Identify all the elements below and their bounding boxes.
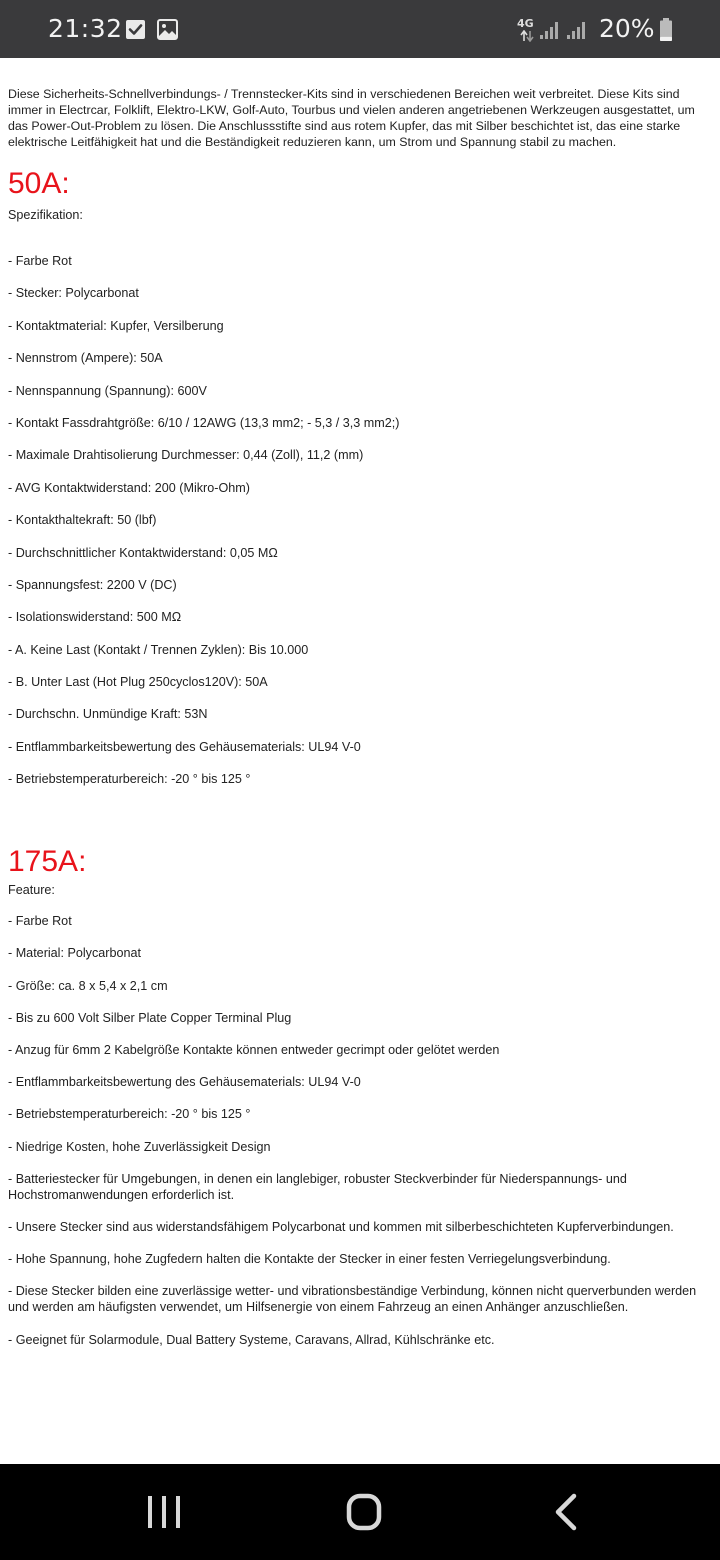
intro-paragraph: Diese Sicherheits-Schnellverbindungs- / Trennstecker-Kits sind in verschiedenen Bereichen weit verbreitet. Diese Kits sind immer in Electrcar, Folklift, Elektro-LKW, Golf-Auto, Tourbus und vielen anderen angetriebenen Werkzeugen ausgestattet, um das Power-Out-Problem zu lösen. Die Anschlussstifte sind aus rotem Kupfer, das mit Silber beschichtet ist, das eine starke elektrische Leitfähigkeit hat und die Beständigkeit reduzieren kann, um Strom und Spannung stabil zu machen.: [8, 87, 695, 149]
feature-label: Feature:: [8, 883, 55, 898]
list-item: - Durchschn. Unmündige Kraft: 53N: [8, 707, 208, 722]
list-item: - Material: Polycarbonat: [8, 946, 141, 961]
list-item: - Farbe Rot: [8, 914, 72, 929]
data-arrows-icon: [520, 30, 534, 42]
list-item: - Betriebstemperaturbereich: -20 ° bis 125 °: [8, 1107, 251, 1122]
list-item: - Größe: ca. 8 x 5,4 x 2,1 cm: [8, 978, 168, 993]
navigation-bar: [0, 1464, 720, 1560]
list-item: - Niedrige Kosten, hohe Zuverlässigkeit Design: [8, 1139, 271, 1154]
list-item: - Entflammbarkeitsbewertung des Gehäusematerials: UL94 V-0: [8, 739, 361, 754]
signal-icon: [539, 20, 561, 40]
spec-list-50a: [8, 253, 714, 787]
image-notification-icon: [157, 19, 178, 40]
list-item: - Maximale Drahtisolierung Durchmesser: 0,44 (Zoll), 11,2 (mm): [8, 448, 364, 463]
product-description: [8, 86, 714, 1364]
list-item: - Stecker: Polycarbonat: [8, 286, 139, 301]
list-item: - Bis zu 600 Volt Silber Plate Copper Terminal Plug: [8, 1010, 292, 1025]
list-item: - AVG Kontaktwiderstand: 200 (Mikro-Ohm): [8, 480, 250, 495]
list-item: - Nennstrom (Ampere): 50A: [8, 351, 163, 366]
status-time: 21:32: [48, 14, 123, 43]
list-item: - Farbe Rot: [8, 254, 72, 268]
list-item: - Batteriestecker für Umgebungen, in denen ein langlebiger, robuster Steckverbinder für Niederspannungs- und Hochstromanwendungen erforderlich ist.: [8, 1171, 627, 1202]
list-item: - Entflammbarkeitsbewertung des Gehäusematerials: UL94 V-0: [8, 1075, 361, 1090]
list-item: - Kontaktmaterial: Kupfer, Versilberung: [8, 318, 224, 333]
list-item: - Durchschnittlicher Kontaktwiderstand: 0,05 MΩ: [8, 545, 278, 560]
list-item: - Nennspannung (Spannung): 600V: [8, 383, 207, 398]
home-icon[interactable]: [334, 1490, 394, 1534]
list-item: - Diese Stecker bilden eine zuverlässige wetter- und vibrationsbeständige Verbindung, können nicht querverbunden werden und werden am häufigsten verwendet, um Hilfsenergie von einem Fahrzeug an einen Anhänger anzuschließen.: [8, 1284, 697, 1315]
list-item: - Hohe Spannung, hohe Zugfedern halten die Kontakte der Stecker in einer festen Verriegelungsverbindung.: [8, 1252, 611, 1267]
spec-label: Spezifikation:: [8, 208, 83, 222]
list-item: - Betriebstemperaturbereich: -20 ° bis 125 °: [8, 772, 251, 787]
list-item: - Geeignet für Solarmodule, Dual Battery Systeme, Caravans, Allrad, Kühlschränke etc.: [8, 1332, 495, 1347]
list-item: - A. Keine Last (Kontakt / Trennen Zyklen): Bis 10.000: [8, 642, 309, 657]
battery-percent: 20%: [599, 14, 655, 43]
list-item: - B. Unter Last (Hot Plug 250cyclos120V): 50A: [8, 675, 268, 690]
checkbox-notification-icon: [125, 19, 146, 40]
recents-icon[interactable]: [134, 1490, 194, 1534]
network-4g-icon: 4G: [517, 17, 534, 30]
list-item: - Kontakthaltekraft: 50 (lbf): [8, 513, 157, 528]
list-item: - Spannungsfest: 2200 V (DC): [8, 577, 177, 592]
list-item: - Isolationswiderstand: 500 MΩ: [8, 610, 182, 625]
battery-icon: [659, 18, 673, 42]
back-icon[interactable]: [536, 1490, 596, 1534]
section-title-50a: 50A:: [8, 167, 70, 200]
list-item: - Anzug für 6mm 2 Kabelgröße Kontakte können entweder gecrimpt oder gelötet werden: [8, 1043, 500, 1057]
list-item: - Kontakt Fassdrahtgröße: 6/10 / 12AWG (13,3 mm2; - 5,3 / 3,3 mm2;): [8, 415, 400, 430]
section-title-175a: 175A:: [8, 845, 87, 879]
status-bar: [0, 0, 720, 58]
signal-icon: [566, 20, 588, 40]
list-item: - Unsere Stecker sind aus widerstandsfähigem Polycarbonat und kommen mit silberbeschichteten Kupferverbindungen.: [8, 1219, 674, 1234]
feature-list-175a: [8, 913, 714, 1347]
